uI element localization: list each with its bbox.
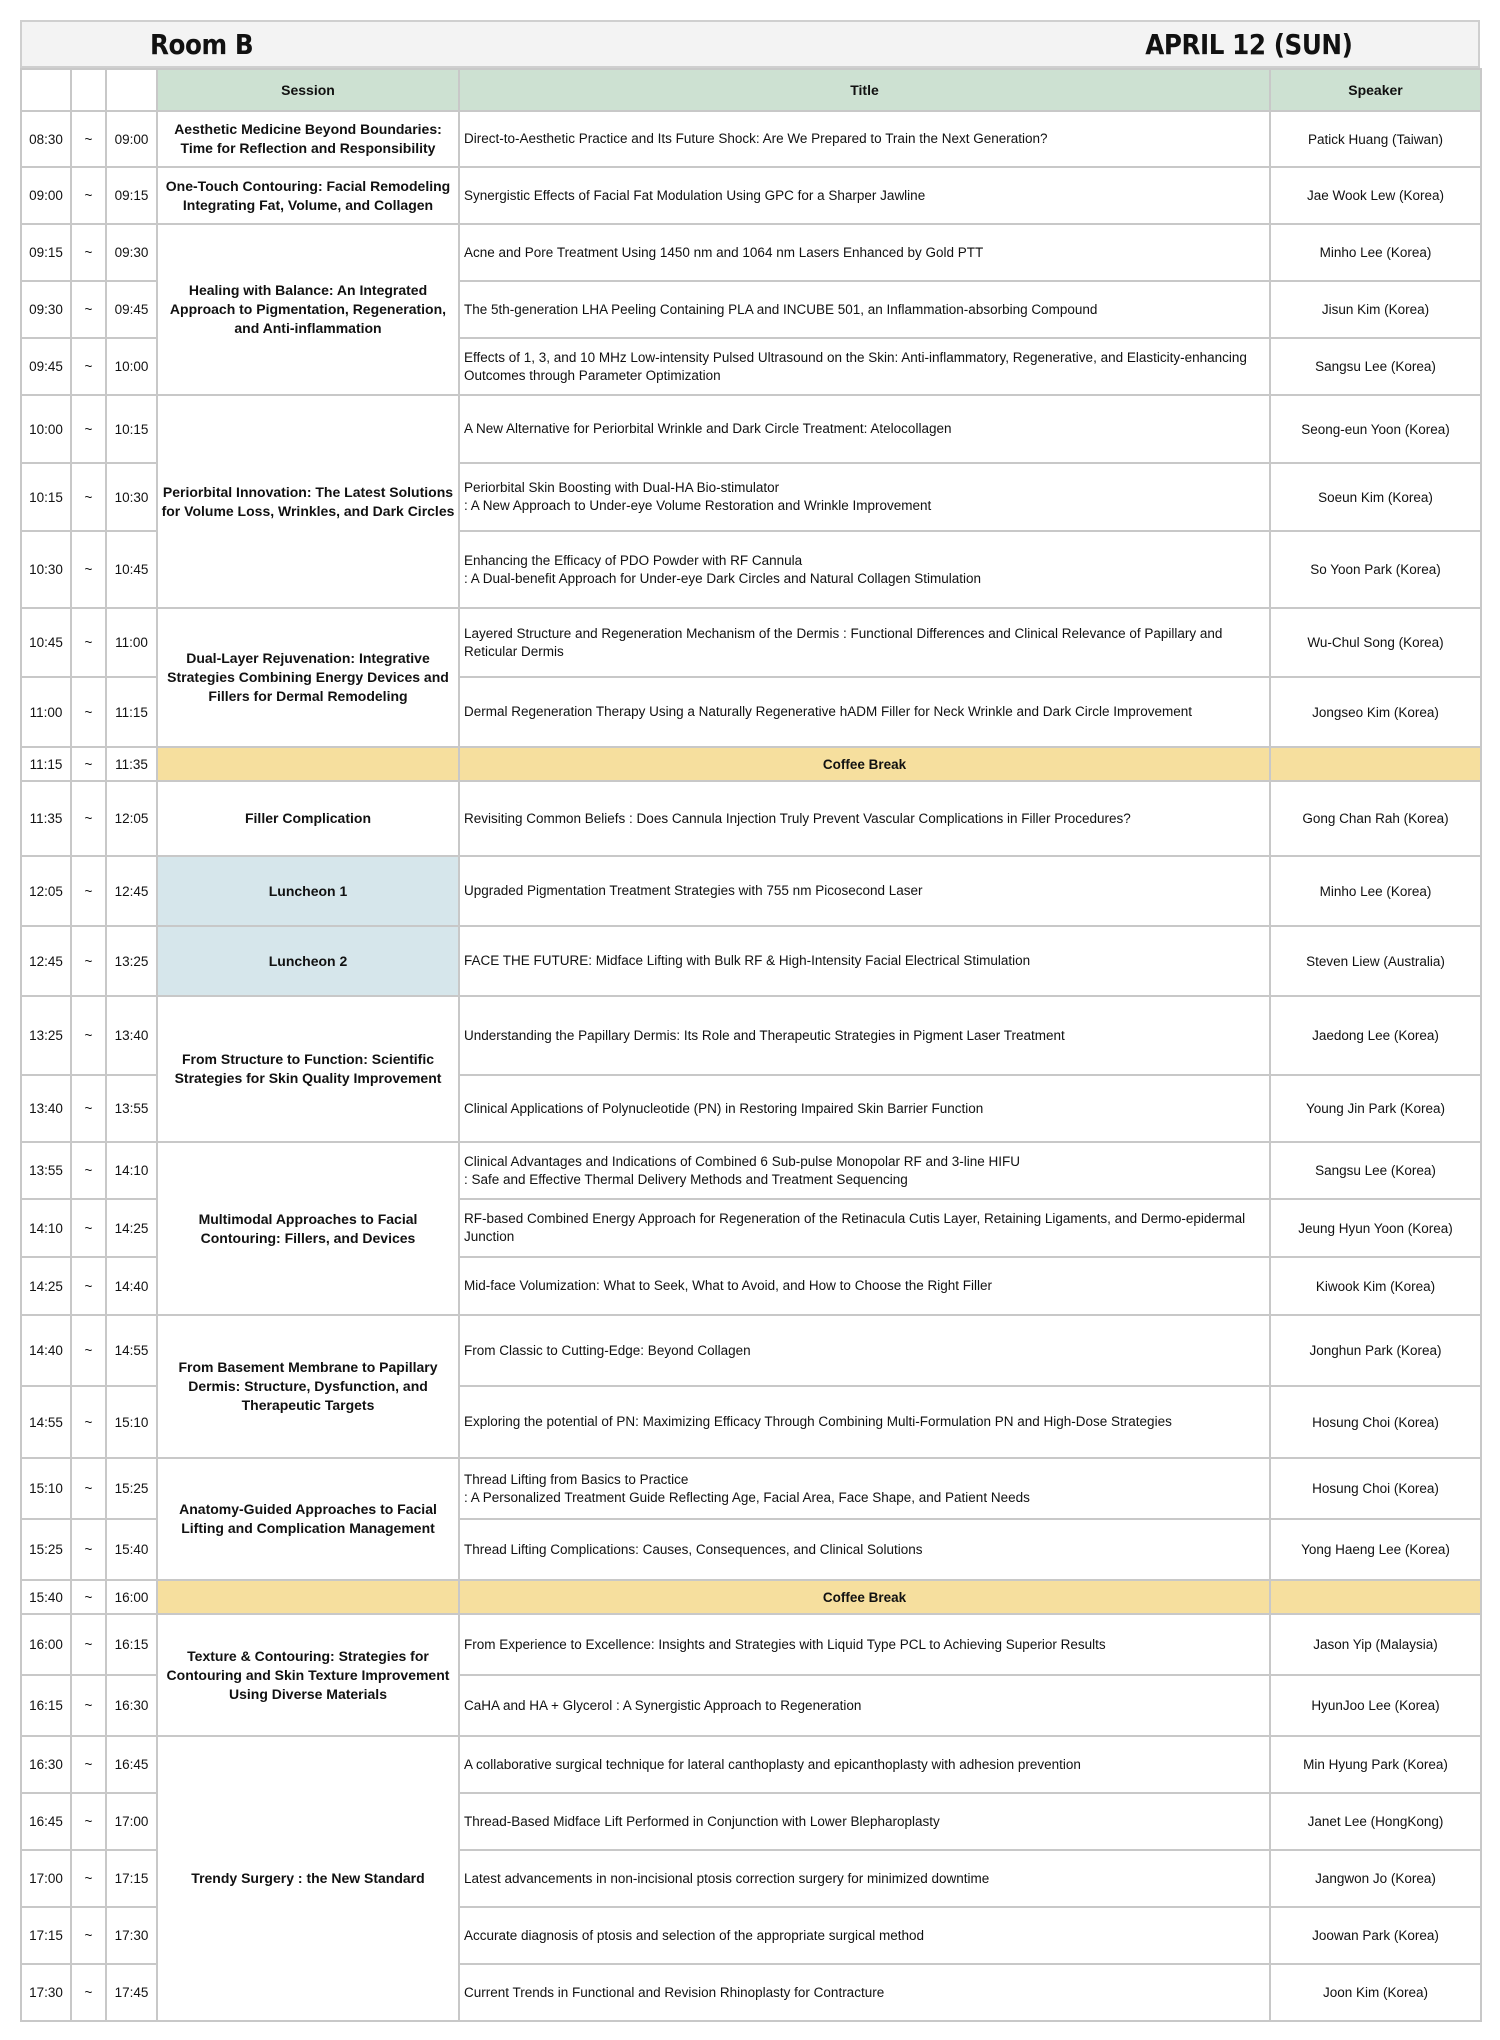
speaker: Jisun Kim (Korea) bbox=[1270, 281, 1481, 338]
coffee-break-row bbox=[21, 1580, 1481, 1614]
start-time: 15:10 bbox=[21, 1458, 71, 1519]
start-time: 16:45 bbox=[21, 1793, 71, 1850]
tilde: ~ bbox=[71, 1964, 106, 2021]
tilde: ~ bbox=[71, 1315, 106, 1386]
end-time: 16:30 bbox=[106, 1675, 157, 1736]
table-row bbox=[21, 167, 1481, 224]
end-time: 14:10 bbox=[106, 1142, 157, 1199]
end-time: 14:55 bbox=[106, 1315, 157, 1386]
talk-title: Effects of 1, 3, and 10 MHz Low-intensity Pulsed Ultrasound on the Skin: Anti-inflammatory, Regenerative, and Elasticity-enhancing Outcomes through Parameter Optimization bbox=[459, 338, 1270, 395]
session-cell: Periorbital Innovation: The Latest Solutions for Volume Loss, Wrinkles, and Dark Circles bbox=[157, 395, 459, 608]
tilde: ~ bbox=[71, 1142, 106, 1199]
luncheon-1-cell: Luncheon 1 bbox=[157, 856, 459, 926]
end-time: 11:00 bbox=[106, 608, 157, 677]
tilde: ~ bbox=[71, 1907, 106, 1964]
start-time: 14:25 bbox=[21, 1257, 71, 1315]
talk-title: From Classic to Cutting-Edge: Beyond Collagen bbox=[459, 1315, 1270, 1386]
end-time: 12:05 bbox=[106, 781, 157, 856]
tilde: ~ bbox=[71, 1257, 106, 1315]
talk-title bbox=[459, 1458, 1270, 1519]
start-time: 14:40 bbox=[21, 1315, 71, 1386]
table-row bbox=[21, 1614, 1481, 1675]
room-title: Room B bbox=[150, 28, 254, 61]
session-cell: Healing with Balance: An Integrated Approach to Pigmentation, Regeneration, and Anti-inflammation bbox=[157, 224, 459, 395]
talk-title: Acne and Pore Treatment Using 1450 nm and 1064 nm Lasers Enhanced by Gold PTT bbox=[459, 224, 1270, 281]
program-table bbox=[20, 68, 1482, 2022]
talk-title: From Experience to Excellence: Insights and Strategies with Liquid Type PCL to Achieving Superior Results bbox=[459, 1614, 1270, 1675]
tilde: ~ bbox=[71, 1736, 106, 1793]
talk-title-line2: : A Dual-benefit Approach for Under-eye Dark Circles and Natural Collagen Stimulation bbox=[464, 570, 982, 586]
talk-title-line2: : Safe and Effective Thermal Delivery Methods and Treatment Sequencing bbox=[464, 1171, 908, 1187]
tilde: ~ bbox=[71, 224, 106, 281]
speaker: Patick Huang (Taiwan) bbox=[1270, 111, 1481, 167]
talk-title: RF-based Combined Energy Approach for Regeneration of the Retinacula Cutis Layer, Retaining Ligaments, and Dermo-epidermal Junction bbox=[459, 1199, 1270, 1257]
speaker: So Yoon Park (Korea) bbox=[1270, 531, 1481, 608]
end-time: 16:45 bbox=[106, 1736, 157, 1793]
start-time: 11:15 bbox=[21, 747, 71, 781]
header-session: Session bbox=[157, 69, 459, 111]
end-time: 10:30 bbox=[106, 463, 157, 531]
talk-title: Understanding the Papillary Dermis: Its Role and Therapeutic Strategies in Pigment Laser Treatment bbox=[459, 996, 1270, 1075]
session-cell: Texture & Contouring: Strategies for Contouring and Skin Texture Improvement Using Diverse Materials bbox=[157, 1614, 459, 1736]
table-row bbox=[21, 996, 1481, 1075]
speaker: Min Hyung Park (Korea) bbox=[1270, 1736, 1481, 1793]
tilde: ~ bbox=[71, 677, 106, 747]
speaker: Jae Wook Lew (Korea) bbox=[1270, 167, 1481, 224]
end-time: 17:45 bbox=[106, 1964, 157, 2021]
end-time: 16:00 bbox=[106, 1580, 157, 1614]
end-time: 17:15 bbox=[106, 1850, 157, 1907]
header-end-blank bbox=[106, 69, 157, 111]
table-row bbox=[21, 856, 1481, 926]
header-title: Title bbox=[459, 69, 1270, 111]
start-time: 09:15 bbox=[21, 224, 71, 281]
tilde: ~ bbox=[71, 926, 106, 996]
tilde: ~ bbox=[71, 1793, 106, 1850]
start-time: 09:00 bbox=[21, 167, 71, 224]
table-row bbox=[21, 224, 1481, 281]
table-row bbox=[21, 781, 1481, 856]
table-header-row bbox=[21, 69, 1481, 111]
speaker: Soeun Kim (Korea) bbox=[1270, 463, 1481, 531]
end-time: 13:40 bbox=[106, 996, 157, 1075]
table-row bbox=[21, 1315, 1481, 1386]
talk-title bbox=[459, 1142, 1270, 1199]
speaker: HyunJoo Lee (Korea) bbox=[1270, 1675, 1481, 1736]
tilde: ~ bbox=[71, 395, 106, 463]
end-time: 16:15 bbox=[106, 1614, 157, 1675]
end-time: 13:55 bbox=[106, 1075, 157, 1142]
start-time: 12:45 bbox=[21, 926, 71, 996]
tilde: ~ bbox=[71, 1199, 106, 1257]
speaker: Jonghun Park (Korea) bbox=[1270, 1315, 1481, 1386]
session-cell: Filler Complication bbox=[157, 781, 459, 856]
end-time: 09:00 bbox=[106, 111, 157, 167]
talk-title: Latest advancements in non-incisional ptosis correction surgery for minimized downtime bbox=[459, 1850, 1270, 1907]
table-row bbox=[21, 1142, 1481, 1199]
talk-title: Upgraded Pigmentation Treatment Strategies with 755 nm Picosecond Laser bbox=[459, 856, 1270, 926]
tilde: ~ bbox=[71, 111, 106, 167]
session-cell: Multimodal Approaches to Facial Contouring: Fillers, and Devices bbox=[157, 1142, 459, 1315]
program-date: APRIL 12 (SUN) bbox=[1144, 28, 1352, 61]
coffee-break-session-fill bbox=[157, 747, 459, 781]
talk-title bbox=[459, 531, 1270, 608]
start-time: 14:10 bbox=[21, 1199, 71, 1257]
end-time: 09:15 bbox=[106, 167, 157, 224]
talk-title: Mid-face Volumization: What to Seek, What to Avoid, and How to Choose the Right Filler bbox=[459, 1257, 1270, 1315]
end-time: 11:35 bbox=[106, 747, 157, 781]
end-time: 09:30 bbox=[106, 224, 157, 281]
start-time: 16:30 bbox=[21, 1736, 71, 1793]
start-time: 10:30 bbox=[21, 531, 71, 608]
start-time: 14:55 bbox=[21, 1386, 71, 1458]
tilde: ~ bbox=[71, 781, 106, 856]
start-time: 09:30 bbox=[21, 281, 71, 338]
speaker: Jason Yip (Malaysia) bbox=[1270, 1614, 1481, 1675]
coffee-break-label: Coffee Break bbox=[459, 1580, 1270, 1614]
speaker: Jangwon Jo (Korea) bbox=[1270, 1850, 1481, 1907]
talk-title: The 5th-generation LHA Peeling Containing PLA and INCUBE 501, an Inflammation-absorbing Compound bbox=[459, 281, 1270, 338]
talk-title: CaHA and HA + Glycerol : A Synergistic Approach to Regeneration bbox=[459, 1675, 1270, 1736]
speaker: Minho Lee (Korea) bbox=[1270, 224, 1481, 281]
tilde: ~ bbox=[71, 531, 106, 608]
talk-title-line1: Thread Lifting from Basics to Practice bbox=[464, 1471, 689, 1487]
start-time: 09:45 bbox=[21, 338, 71, 395]
session-cell: Trendy Surgery : the New Standard bbox=[157, 1736, 459, 2021]
end-time: 14:40 bbox=[106, 1257, 157, 1315]
end-time: 10:00 bbox=[106, 338, 157, 395]
start-time: 12:05 bbox=[21, 856, 71, 926]
coffee-break-row bbox=[21, 747, 1481, 781]
tilde: ~ bbox=[71, 167, 106, 224]
tilde: ~ bbox=[71, 747, 106, 781]
speaker: Minho Lee (Korea) bbox=[1270, 856, 1481, 926]
speaker: Jaedong Lee (Korea) bbox=[1270, 996, 1481, 1075]
tilde: ~ bbox=[71, 281, 106, 338]
program-sheet bbox=[20, 20, 1480, 2022]
end-time: 17:30 bbox=[106, 1907, 157, 1964]
speaker: Yong Haeng Lee (Korea) bbox=[1270, 1519, 1481, 1580]
start-time: 16:15 bbox=[21, 1675, 71, 1736]
tilde: ~ bbox=[71, 1519, 106, 1580]
talk-title bbox=[459, 463, 1270, 531]
tilde: ~ bbox=[71, 1386, 106, 1458]
start-time: 11:35 bbox=[21, 781, 71, 856]
tilde: ~ bbox=[71, 1850, 106, 1907]
coffee-break-session-fill bbox=[157, 1580, 459, 1614]
end-time: 09:45 bbox=[106, 281, 157, 338]
end-time: 10:15 bbox=[106, 395, 157, 463]
talk-title: Dermal Regeneration Therapy Using a Naturally Regenerative hADM Filler for Neck Wrinkle and Dark Circle Improvement bbox=[459, 677, 1270, 747]
table-row bbox=[21, 608, 1481, 677]
speaker: Jeung Hyun Yoon (Korea) bbox=[1270, 1199, 1481, 1257]
speaker: Joon Kim (Korea) bbox=[1270, 1964, 1481, 2021]
talk-title: Direct-to-Aesthetic Practice and Its Future Shock: Are We Prepared to Train the Next Generation? bbox=[459, 111, 1270, 167]
end-time: 12:45 bbox=[106, 856, 157, 926]
talk-title: Revisiting Common Beliefs : Does Cannula Injection Truly Prevent Vascular Complications in Filler Procedures? bbox=[459, 781, 1270, 856]
talk-title: FACE THE FUTURE: Midface Lifting with Bulk RF & High-Intensity Facial Electrical Stimulation bbox=[459, 926, 1270, 996]
talk-title-line2: : A Personalized Treatment Guide Reflecting Age, Facial Area, Face Shape, and Patient Needs bbox=[464, 1489, 1030, 1505]
start-time: 10:00 bbox=[21, 395, 71, 463]
talk-title: Accurate diagnosis of ptosis and selection of the appropriate surgical method bbox=[459, 1907, 1270, 1964]
start-time: 16:00 bbox=[21, 1614, 71, 1675]
session-cell: Anatomy-Guided Approaches to Facial Lifting and Complication Management bbox=[157, 1458, 459, 1580]
talk-title-line1: Periorbital Skin Boosting with Dual-HA Bio-stimulator bbox=[464, 480, 780, 495]
talk-title: A collaborative surgical technique for lateral canthoplasty and epicanthoplasty with adhesion prevention bbox=[459, 1736, 1270, 1793]
start-time: 13:25 bbox=[21, 996, 71, 1075]
header-speaker: Speaker bbox=[1270, 69, 1481, 111]
speaker: Janet Lee (HongKong) bbox=[1270, 1793, 1481, 1850]
start-time: 13:55 bbox=[21, 1142, 71, 1199]
table-row bbox=[21, 1736, 1481, 1793]
end-time: 15:25 bbox=[106, 1458, 157, 1519]
end-time: 14:25 bbox=[106, 1199, 157, 1257]
table-row bbox=[21, 926, 1481, 996]
session-cell: Dual-Layer Rejuvenation: Integrative Strategies Combining Energy Devices and Fillers for Dermal Remodeling bbox=[157, 608, 459, 747]
talk-title-line1: Clinical Advantages and Indications of Combined 6 Sub-pulse Monopolar RF and 3-line HIFU bbox=[464, 1153, 1021, 1169]
luncheon-2-cell: Luncheon 2 bbox=[157, 926, 459, 996]
speaker: Sangsu Lee (Korea) bbox=[1270, 338, 1481, 395]
talk-title: Thread-Based Midface Lift Performed in Conjunction with Lower Blepharoplasty bbox=[459, 1793, 1270, 1850]
speaker: Sangsu Lee (Korea) bbox=[1270, 1142, 1481, 1199]
start-time: 08:30 bbox=[21, 111, 71, 167]
speaker: Kiwook Kim (Korea) bbox=[1270, 1257, 1481, 1315]
tilde: ~ bbox=[71, 463, 106, 531]
talk-title-line2: : A New Approach to Under-eye Volume Restoration and Wrinkle Improvement bbox=[464, 498, 932, 513]
speaker: Gong Chan Rah (Korea) bbox=[1270, 781, 1481, 856]
session-cell: From Basement Membrane to Papillary Dermis: Structure, Dysfunction, and Therapeutic Targets bbox=[157, 1315, 459, 1458]
session-cell: One-Touch Contouring: Facial Remodeling Integrating Fat, Volume, and Collagen bbox=[157, 167, 459, 224]
speaker: Joowan Park (Korea) bbox=[1270, 1907, 1481, 1964]
start-time: 15:25 bbox=[21, 1519, 71, 1580]
end-time: 17:00 bbox=[106, 1793, 157, 1850]
talk-title-line1: Enhancing the Efficacy of PDO Powder with RF Cannula bbox=[464, 552, 803, 568]
start-time: 10:15 bbox=[21, 463, 71, 531]
start-time: 17:15 bbox=[21, 1907, 71, 1964]
session-cell: Aesthetic Medicine Beyond Boundaries: Time for Reflection and Responsibility bbox=[157, 111, 459, 167]
start-time: 15:40 bbox=[21, 1580, 71, 1614]
start-time: 10:45 bbox=[21, 608, 71, 677]
coffee-break-speaker-fill bbox=[1270, 1580, 1481, 1614]
end-time: 13:25 bbox=[106, 926, 157, 996]
session-cell: From Structure to Function: Scientific Strategies for Skin Quality Improvement bbox=[157, 996, 459, 1142]
speaker: Seong-eun Yoon (Korea) bbox=[1270, 395, 1481, 463]
talk-title: Layered Structure and Regeneration Mechanism of the Dermis : Functional Differences and Clinical Relevance of Papillary and Reticular Dermis bbox=[459, 608, 1270, 677]
coffee-break-speaker-fill bbox=[1270, 747, 1481, 781]
talk-title: Synergistic Effects of Facial Fat Modulation Using GPC for a Sharper Jawline bbox=[459, 167, 1270, 224]
table-row bbox=[21, 111, 1481, 167]
start-time: 17:00 bbox=[21, 1850, 71, 1907]
end-time: 11:15 bbox=[106, 677, 157, 747]
tilde: ~ bbox=[71, 996, 106, 1075]
talk-title: A New Alternative for Periorbital Wrinkle and Dark Circle Treatment: Atelocollagen bbox=[459, 395, 1270, 463]
start-time: 13:40 bbox=[21, 1075, 71, 1142]
tilde: ~ bbox=[71, 608, 106, 677]
tilde: ~ bbox=[71, 338, 106, 395]
talk-title: Clinical Applications of Polynucleotide (PN) in Restoring Impaired Skin Barrier Function bbox=[459, 1075, 1270, 1142]
start-time: 11:00 bbox=[21, 677, 71, 747]
speaker: Jongseo Kim (Korea) bbox=[1270, 677, 1481, 747]
table-row bbox=[21, 1458, 1481, 1519]
speaker: Young Jin Park (Korea) bbox=[1270, 1075, 1481, 1142]
speaker: Hosung Choi (Korea) bbox=[1270, 1458, 1481, 1519]
tilde: ~ bbox=[71, 1458, 106, 1519]
tilde: ~ bbox=[71, 1580, 106, 1614]
end-time: 10:45 bbox=[106, 531, 157, 608]
speaker: Steven Liew (Australia) bbox=[1270, 926, 1481, 996]
talk-title: Exploring the potential of PN: Maximizing Efficacy Through Combining Multi-Formulation PN and High-Dose Strategies bbox=[459, 1386, 1270, 1458]
header-tilde-blank bbox=[71, 69, 106, 111]
talk-title: Current Trends in Functional and Revision Rhinoplasty for Contracture bbox=[459, 1964, 1270, 2021]
speaker: Hosung Choi (Korea) bbox=[1270, 1386, 1481, 1458]
header-start-blank bbox=[21, 69, 71, 111]
end-time: 15:10 bbox=[106, 1386, 157, 1458]
end-time: 15:40 bbox=[106, 1519, 157, 1580]
speaker: Wu-Chul Song (Korea) bbox=[1270, 608, 1481, 677]
tilde: ~ bbox=[71, 1075, 106, 1142]
tilde: ~ bbox=[71, 1675, 106, 1736]
tilde: ~ bbox=[71, 856, 106, 926]
talk-title: Thread Lifting Complications: Causes, Consequences, and Clinical Solutions bbox=[459, 1519, 1270, 1580]
room-banner bbox=[20, 20, 1480, 68]
coffee-break-label: Coffee Break bbox=[459, 747, 1270, 781]
start-time: 17:30 bbox=[21, 1964, 71, 2021]
tilde: ~ bbox=[71, 1614, 106, 1675]
table-row bbox=[21, 395, 1481, 463]
